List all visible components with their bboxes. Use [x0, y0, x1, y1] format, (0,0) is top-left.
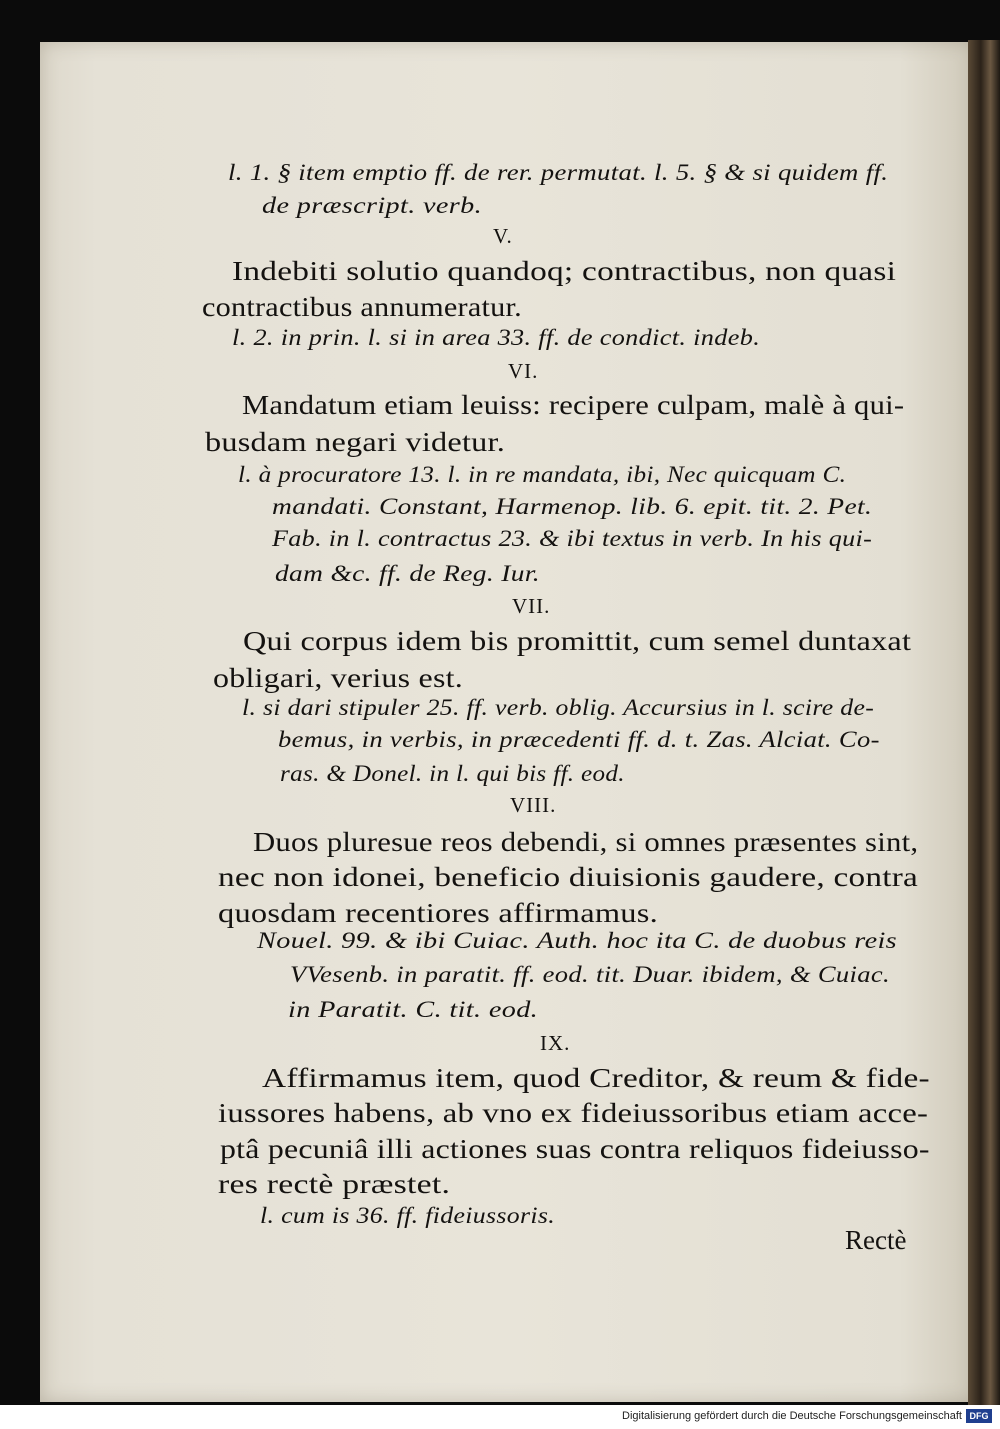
citation-line: dam &c. ff. de Reg. Iur. [275, 561, 540, 586]
section-number: VIII. [510, 793, 557, 817]
section-number: IX. [540, 1031, 571, 1055]
footer-credit: Digitalisierung gefördert durch die Deutsche Forschungsgemeinschaft [622, 1410, 962, 1422]
citation-line: l. 1. § item emptio ff. de rer. permutat. l. 5. § & si quidem ff. [228, 160, 889, 185]
citation-line: l. cum is 36. ff. fideiussoris. [260, 1203, 556, 1228]
thesis-line: res rectè præstet. [218, 1169, 451, 1199]
dfg-logo: DFG [966, 1409, 992, 1423]
book-spine-edge [968, 40, 1000, 1405]
section-number: VI. [508, 359, 539, 383]
thesis-line: obligari, verius est. [213, 663, 464, 693]
catchword: Rectè [845, 1225, 907, 1255]
section-number: V. [493, 224, 513, 248]
thesis-line: Mandatum etiam leuiss: recipere culpam, malè à qui- [242, 390, 905, 420]
thesis-line: Affirmamus item, quod Creditor, & reum & fide- [262, 1063, 930, 1093]
citation-line: bemus, in verbis, in præcedenti ff. d. t. Zas. Alciat. Co- [278, 727, 880, 752]
citation-line: ras. & Donel. in l. qui bis ff. eod. [280, 761, 625, 786]
thesis-line: iussores habens, ab vno ex fideiussoribus etiam acce- [218, 1098, 929, 1128]
thesis-line: Duos pluresue reos debendi, si omnes præsentes sint, [253, 827, 919, 857]
citation-line: l. 2. in prin. l. si in area 33. ff. de condict. indeb. [232, 325, 761, 350]
citation-line: in Paratit. C. tit. eod. [288, 997, 539, 1022]
citation-line: l. si dari stipuler 25. ff. verb. oblig. Accursius in l. scire de- [242, 695, 875, 720]
thesis-line: quosdam recentiores affirmamus. [218, 898, 658, 928]
thesis-line: Indebiti solutio quandoq; contractibus, non quasi [232, 256, 897, 286]
citation-line: VVesenb. in paratit. ff. eod. tit. Duar. ibidem, & Cuiac. [290, 962, 890, 987]
citation-line: mandati. Constant, Harmenop. lib. 6. epit. tit. 2. Pet. [272, 494, 873, 519]
citation-line: Nouel. 99. & ibi Cuiac. Auth. hoc ita C. de duobus reis [257, 928, 898, 953]
thesis-line: ptâ pecuniâ illi actiones suas contra reliquos fideiusso- [220, 1134, 930, 1164]
thesis-line: contractibus annumeratur. [202, 292, 522, 322]
citation-line: de præscript. verb. [262, 193, 483, 218]
thesis-line: Qui corpus idem bis promittit, cum semel duntaxat [243, 626, 912, 656]
thesis-line: nec non idonei, beneficio diuisionis gaudere, contra [218, 862, 919, 892]
citation-line: Fab. in l. contractus 23. & ibi textus in verb. In his qui- [272, 526, 873, 551]
citation-line: l. à procuratore 13. l. in re mandata, ibi, Nec quicquam C. [238, 462, 847, 487]
section-number: VII. [512, 594, 551, 618]
thesis-line: busdam negari videtur. [205, 427, 506, 457]
